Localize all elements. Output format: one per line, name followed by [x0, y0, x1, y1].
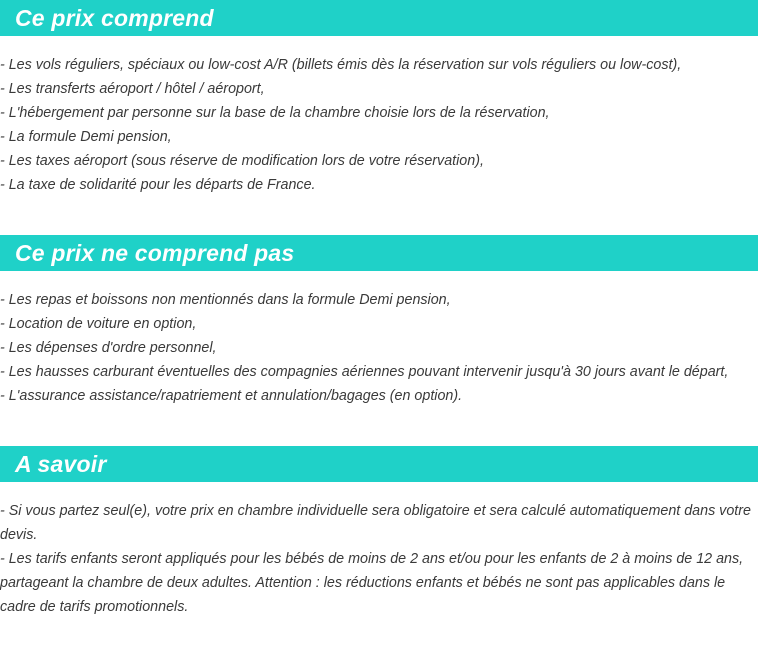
section-header-includes: [0, 0, 758, 36]
section-title-excludes: Ce prix ne comprend pas: [15, 240, 295, 266]
list-item: - Location de voiture en option,: [0, 316, 197, 332]
list-item: - Si vous partez seul(e), votre prix en chambre individuelle sera obligatoire et sera calculé automatiquement dans votre devis.: [0, 503, 751, 543]
section-title-includes: Ce prix comprend: [15, 5, 214, 31]
list-item: - Les hausses carburant éventuelles des compagnies aériennes pouvant intervenir jusqu'à 30 jours avant le départ,: [0, 364, 729, 380]
list-item: - Les tarifs enfants seront appliqués pour les bébés de moins de 2 ans et/ou pour les enfants de 2 à moins de 12 ans, partageant la chambre de deux adultes. Attention : les réductions enfants et bébés ne sont pas applicables dans le cadre de tarifs promotionnels.: [0, 551, 744, 615]
list-item: - La formule Demi pension,: [0, 129, 172, 145]
list-item: - L'assurance assistance/rapatriement et annulation/bagages (en option).: [0, 388, 463, 404]
section-body-includes: [0, 36, 758, 197]
list-item: - Les taxes aéroport (sous réserve de modification lors de votre réservation),: [0, 153, 484, 169]
section-title-info: A savoir: [15, 451, 107, 477]
list-item: - L'hébergement par personne sur la base de la chambre choisie lors de la réservation,: [0, 105, 550, 121]
list-item: - Les repas et boissons non mentionnés dans la formule Demi pension,: [0, 292, 451, 308]
section-body-excludes: [0, 271, 758, 408]
list-item: - Les transferts aéroport / hôtel / aéroport,: [0, 81, 265, 97]
section-header-info: [0, 446, 758, 482]
list-item: - Les dépenses d'ordre personnel,: [0, 340, 217, 356]
list-item: - Les vols réguliers, spéciaux ou low-cost A/R (billets émis dès la réservation sur vols réguliers ou low-cost),: [0, 57, 682, 73]
section-price-includes: [0, 0, 758, 197]
list-item: - La taxe de solidarité pour les départs de France.: [0, 177, 316, 193]
section-header-excludes: [0, 235, 758, 271]
section-body-info: [0, 482, 758, 619]
section-price-excludes: [0, 235, 758, 408]
section-good-to-know: [0, 446, 758, 619]
